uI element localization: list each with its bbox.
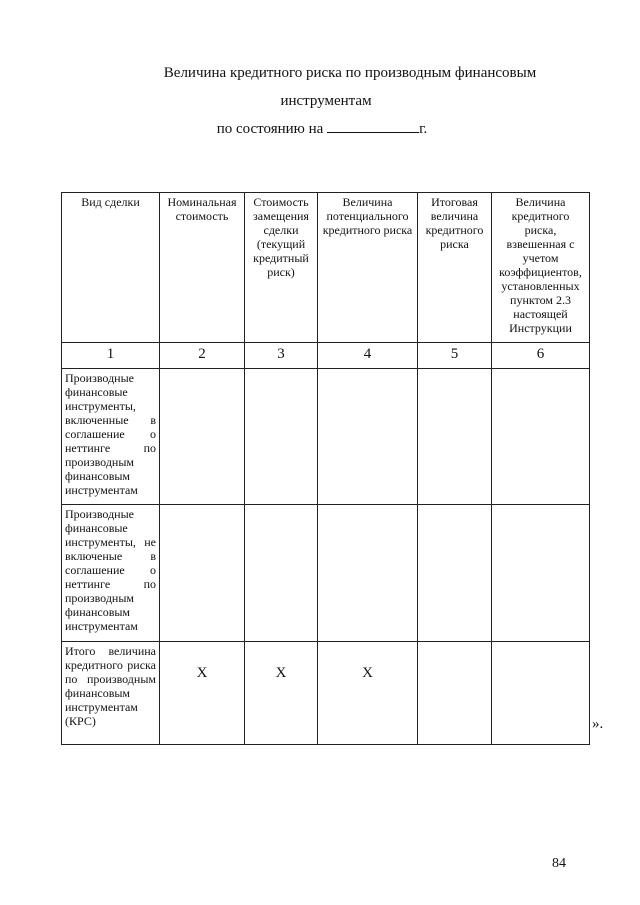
- table-cell: [245, 369, 318, 505]
- row-label: Производные финансовые инструменты, включенные в соглашение о неттинге по производным финансовым инструментам: [62, 369, 160, 505]
- column-number: 2: [160, 343, 245, 369]
- table-cell: Х: [160, 642, 245, 745]
- title-line-1: Величина кредитного риска по производным финансовым: [163, 65, 537, 81]
- table-cell: [418, 642, 492, 745]
- table-row-total: [62, 642, 590, 745]
- title-line-2: инструментам: [280, 93, 372, 109]
- credit-risk-table: [61, 192, 590, 745]
- date-suffix: г.: [419, 121, 428, 137]
- table-cell: [160, 505, 245, 642]
- table-cell: [492, 642, 590, 745]
- table-cell: [418, 369, 492, 505]
- column-number: 4: [318, 343, 418, 369]
- header-deal-type: Вид сделки: [62, 193, 160, 343]
- table-cell: [160, 369, 245, 505]
- table-cell: [245, 505, 318, 642]
- row-label: Производные финансовые инструменты, не включеные в соглашение о неттинге по производным финансовым инструментам: [62, 505, 160, 642]
- row-label: Итого величина кредитного риска по производным финансовым инструментам (КРС): [62, 642, 160, 745]
- header-weighted-risk: Величина кредитного риска, взвешенная с учетом коэффициентов, установленных пунктом 2.3 настоящей Инструкции: [492, 193, 590, 343]
- column-number-row: [62, 343, 590, 369]
- date-prefix: по состоянию на: [216, 121, 324, 137]
- closing-quote-mark: ».: [592, 716, 604, 732]
- table-cell: Х: [318, 642, 418, 745]
- table-header-row: [62, 193, 590, 343]
- page-number: 84: [552, 856, 566, 871]
- column-number: 1: [62, 343, 160, 369]
- column-number: 6: [492, 343, 590, 369]
- table-cell: [418, 505, 492, 642]
- date-line: [0, 118, 640, 138]
- header-nominal-value: Номинальная стоимость: [160, 193, 245, 343]
- column-number: 3: [245, 343, 318, 369]
- table-cell: [492, 505, 590, 642]
- table-row: [62, 505, 590, 642]
- header-total-risk: Итоговая величина кредитного риска: [418, 193, 492, 343]
- header-potential-risk: Величина потенциального кредитного риска: [318, 193, 418, 343]
- column-number: 5: [418, 343, 492, 369]
- table-row: [62, 369, 590, 505]
- header-replacement-cost: Стоимость замещения сделки (текущий кредитный риск): [245, 193, 318, 343]
- table-cell: [318, 505, 418, 642]
- table-cell: [318, 369, 418, 505]
- table-cell: Х: [245, 642, 318, 745]
- table-cell: [492, 369, 590, 505]
- date-blank-field: [327, 118, 419, 133]
